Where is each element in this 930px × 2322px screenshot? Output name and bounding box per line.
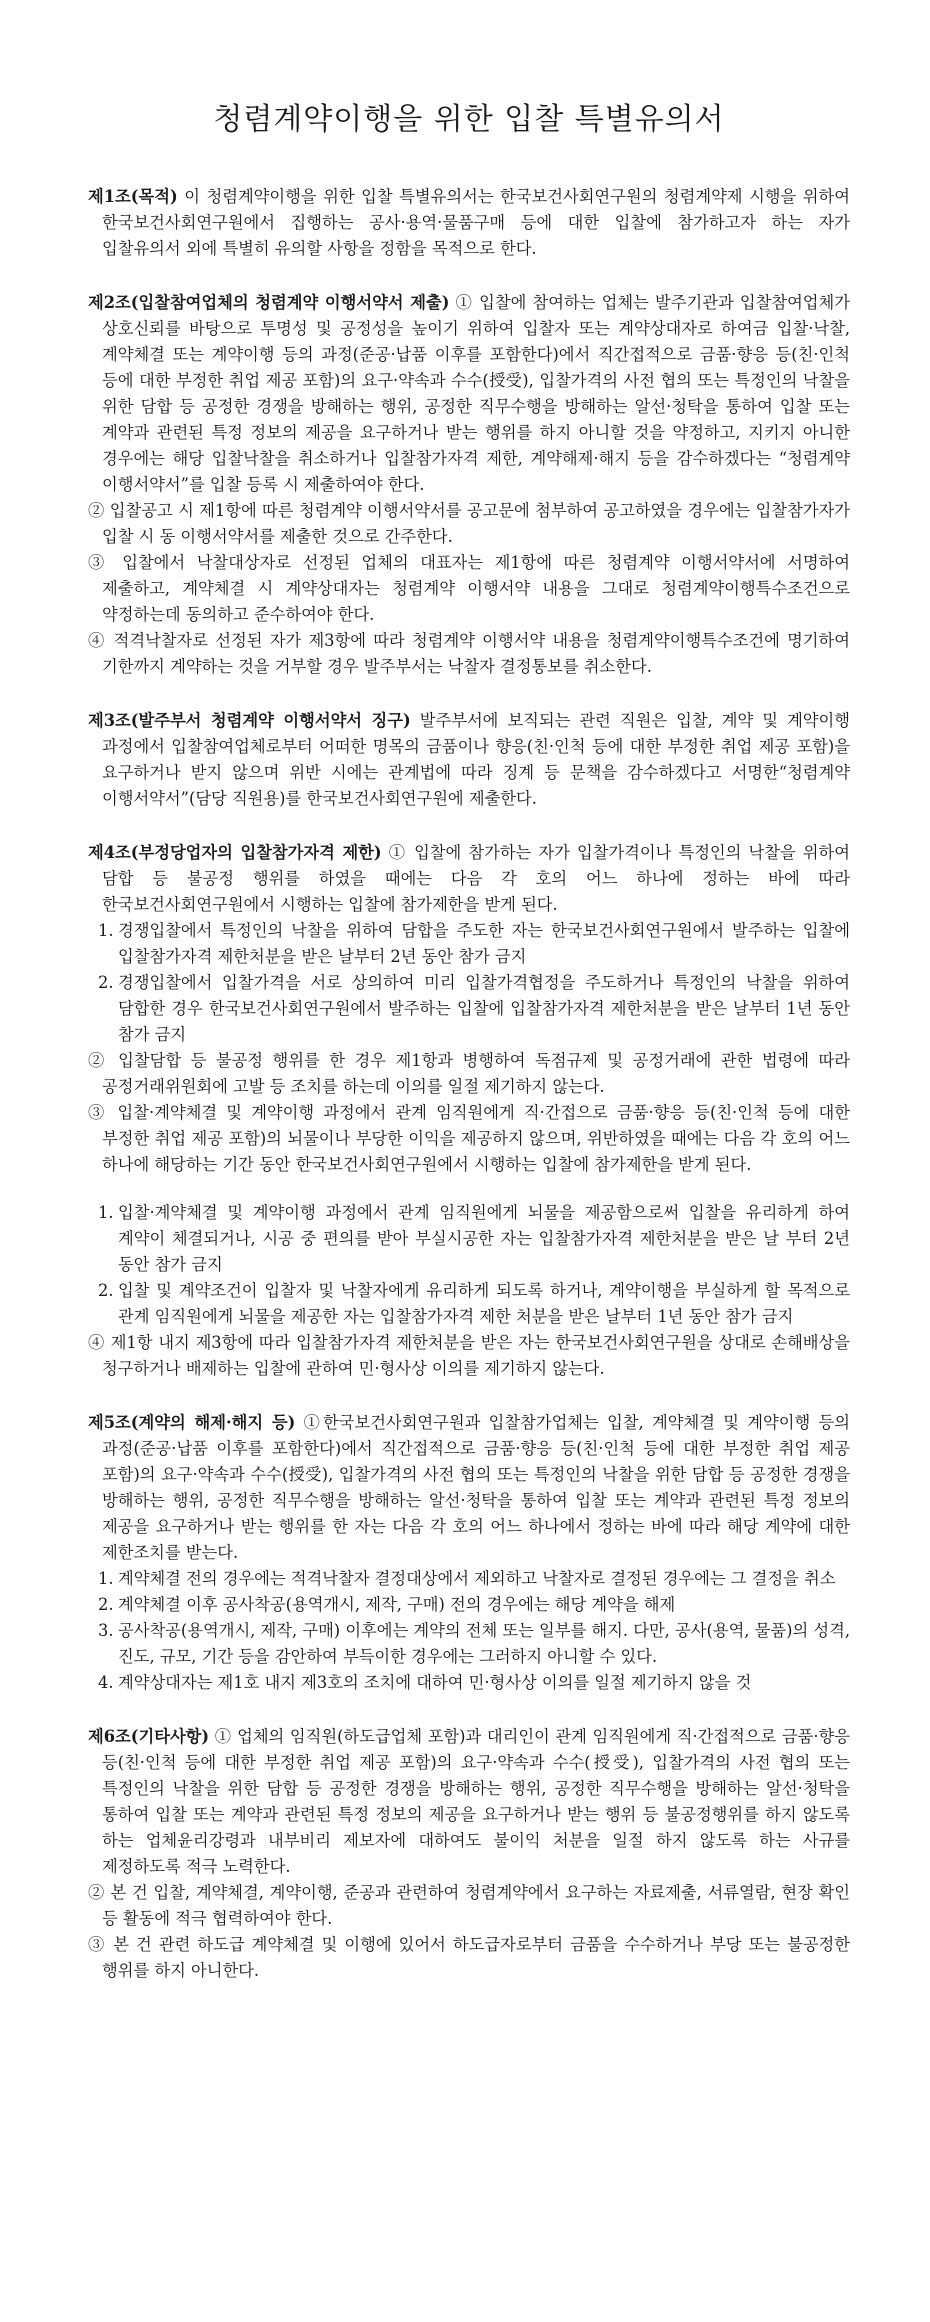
list-item-text: 계약체결 전의 경우에는 적격낙찰자 결정대상에서 제외하고 낙찰자로 결정된 경우에는 그 결정을 취소 [118, 1569, 836, 1588]
article-6 [88, 1724, 850, 1984]
list-item [88, 918, 850, 970]
article-2-para-4: ④ 적격낙찰자로 선정된 자가 제3항에 따라 청렴계약 이행서약 내용을 청렴계약이행특수조건에 명기하여 기한까지 계약하는 것을 거부할 경우 발주부서는 낙찰자 결정통보를 취소한다. [88, 631, 850, 676]
article-5 [88, 1410, 850, 1696]
article-3-text: 발주부서에 보직되는 관련 직원은 입찰, 계약 및 계약이행 과정에서 입찰참여업체로부터 어떠한 명목의 금품이나 향응(친·인척 등에 대한 부정한 취업 제공 포함)을 요구하거나 받지 않으며 위반 시에는 관계법에 따라 징계 등 문책을 감수하겠다고 서명한“청렴계약 이행서약서”(담당 직원용)를 한국보건사회연구원에 제출한다. [102, 711, 850, 808]
spacer [88, 1178, 850, 1200]
list-item [88, 970, 850, 1048]
article-4-list-1 [88, 918, 850, 1048]
article-6-para-3: ③ 본 건 관련 하도급 계약체결 및 이행에 있어서 하도급자로부터 금품을 수수하거나 부당 또는 불공정한 행위를 하지 아니한다. [88, 1935, 850, 1980]
article-4-list-2 [88, 1200, 850, 1330]
list-item-text: 계약체결 이후 공사착공(용역개시, 제작, 구매) 전의 경우에는 해당 계약을 해제 [118, 1595, 676, 1614]
article-1-body [88, 184, 850, 262]
article-6-body [88, 1724, 850, 1880]
article-4-para-1: ① 입찰에 참가하는 자가 입찰가격이나 특정인의 낙찰을 위하여 담합 등 불공정 행위를 하였을 때에는 다음 각 호의 어느 하나에 정하는 바에 따라 한국보건사회연구원에서 시행하는 입찰에 참가제한을 받게 된다. [102, 843, 850, 914]
list-item [88, 1200, 850, 1278]
article-1-text: 이 청렴계약이행을 위한 입찰 특별유의서는 한국보건사회연구원의 청렴계약제 시행을 위하여 한국보건사회연구원에서 집행하는 공사·용역·물품구매 등에 대한 입찰에 참가하고자 하는 자가 입찰유의서 외에 특별히 유의할 사항을 정함을 목적으로 한다. [102, 187, 850, 258]
article-4-para-2: ② 입찰담합 등 불공정 행위를 한 경우 제1항과 병행하여 독점규제 및 공정거래에 관한 법령에 따라 공정거래위원회에 고발 등 조치를 하는데 이의를 일절 제기하지 않는다. [88, 1051, 850, 1096]
list-item-text: 공사착공(용역개시, 제작, 구매) 이후에는 계약의 전체 또는 일부를 해지. 다만, 공사(용역, 물품)의 성격, 진도, 규모, 기간 등을 감안하여 부득이한 경우에는 그러하지 아니할 수 있다. [118, 1621, 850, 1666]
list-item [88, 1592, 850, 1618]
article-1 [88, 184, 850, 262]
article-4 [88, 840, 850, 1382]
list-item [88, 1618, 850, 1670]
article-3-heading: 제3조(발주부서 청렴계약 이행서약서 징구) [88, 711, 411, 730]
list-item-number: 4. [98, 1673, 114, 1692]
article-2-para-3: ③ 입찰에서 낙찰대상자로 선정된 업체의 대표자는 제1항에 따른 청렴계약 이행서약서에 서명하여 제출하고, 계약체결 시 계약상대자는 청렴계약 이행서약 내용을 그대로 청렴계약이행특수조건으로 약정하는데 동의하고 준수하여야 한다. [88, 553, 850, 624]
list-item-text: 계약상대자는 제1호 내지 제3호의 조치에 대하여 민·형사상 이의를 일절 제기하지 않을 것 [118, 1673, 752, 1692]
article-2-heading: 제2조(입찰참여업체의 청렴계약 이행서약서 제출) [88, 293, 450, 312]
list-item [88, 1566, 850, 1592]
list-item-number: 3. [98, 1621, 114, 1640]
article-5-heading: 제5조(계약의 해제·해지 등) [88, 1413, 296, 1432]
list-item-text: 입찰 및 계약조건이 입찰자 및 낙찰자에게 유리하게 되도록 하거나, 계약이행을 부실하게 할 목적으로 관계 임직원에게 뇌물을 제공한 자는 입찰참가자격 제한 처분을 받은 날부터 1년 동안 참가 금지 [118, 1281, 850, 1326]
list-item-number: 2. [98, 1595, 114, 1614]
list-item-number: 1. [98, 1569, 114, 1588]
list-item-number: 1. [98, 1203, 114, 1222]
article-2 [88, 290, 850, 680]
article-1-heading: 제1조(목적) [88, 187, 178, 206]
list-item-text: 경쟁입찰에서 입찰가격을 서로 상의하여 미리 입찰가격협정을 주도하거나 특정인의 낙찰을 위하여 담합한 경우 한국보건사회연구원에서 발주하는 입찰에 입찰참가자격 제한처분을 받은 날부터 1년 동안 참가 금지 [118, 973, 850, 1044]
list-item-number: 2. [98, 973, 114, 992]
article-2-body [88, 290, 850, 498]
article-4-para-4: ④ 제1항 내지 제3항에 따라 입찰참가자격 제한처분을 받은 자는 한국보건사회연구원을 상대로 손해배상을 청구하거나 배제하는 입찰에 관하여 민·형사상 이의를 제기하지 않는다. [88, 1333, 850, 1378]
article-5-body [88, 1410, 850, 1566]
article-5-para-1: ①한국보건사회연구원과 입찰참가업체는 입찰, 계약체결 및 계약이행 등의 과정(준공·납품 이후를 포함한다)에서 직간접적으로 금품·향응 등(친·인척 등에 대한 부정한 취업 제공 포함)의 요구·약속과 수수(授受), 입찰가격의 사전 협의 또는 특정인의 낙찰을 위한 담합 등 공정한 경쟁을 방해하는 행위, 공정한 직무수행을 방해하는 알선·청탁을 통하여 입찰 또는 계약과 관련된 특정 정보의 제공을 요구하거나 받는 행위를 한 자는 다음 각 호의 어느 하나에서 정하는 바에 따라 해당 계약에 대한 제한조치를 받는다. [102, 1413, 850, 1562]
article-6-para-2: ② 본 건 입찰, 계약체결, 계약이행, 준공과 관련하여 청렴계약에서 요구하는 자료제출, 서류열람, 현장 확인 등 활동에 적극 협력하여야 한다. [88, 1883, 850, 1928]
list-item-text: 경쟁입찰에서 특정인의 낙찰을 위하여 담합을 주도한 자는 한국보건사회연구원에서 발주하는 입찰에 입찰참가자격 제한처분을 받은 날부터 2년 동안 참가 금지 [118, 921, 850, 966]
article-4-heading: 제4조(부정당업자의 입찰참가자격 제한) [88, 843, 382, 862]
article-6-heading: 제6조(기타사항) [88, 1727, 210, 1746]
list-item [88, 1278, 850, 1330]
article-2-para-1: ① 입찰에 참여하는 업체는 발주기관과 입찰참여업체가 상호신뢰를 바탕으로 투명성 및 공정성을 높이기 위하여 입찰자 또는 계약상대자로 하여금 입찰·낙찰, 계약체결 또는 계약이행 등의 과정(준공·납품 이후를 포함한다)에서 직간접적으로 금품·향응 등(친·인척 등에 대한 부정한 취업 제공 포함)의 요구·약속과 수수(授受), 입찰가격의 사전 협의 또는 특정인의 낙찰을 위한 담합 등 공정한 경쟁을 방해하는 행위, 공정한 직무수행을 방해하는 알선·청탁을 통하여 입찰 또는 계약과 관련된 특정 정보의 제공을 요구하거나 받는 행위를 하지 아니할 것을 약정하고, 지키지 아니한 경우에는 해당 입찰낙찰을 취소하거나 입찰참가자격 제한, 계약해제·해지 등을 감수하겠다는 “청렴계약 이행서약서”를 입찰 등록 시 제출하여야 한다. [102, 293, 850, 494]
list-item [88, 1670, 850, 1696]
list-item-number: 2. [98, 1281, 114, 1300]
article-4-body [88, 840, 850, 918]
list-item-number: 1. [98, 921, 114, 940]
article-3-body [88, 708, 850, 812]
list-item-text: 입찰·계약체결 및 계약이행 과정에서 관계 임직원에게 뇌물을 제공함으로써 입찰을 유리하게 하여 계약이 체결되거나, 시공 중 편의를 받아 부실시공한 자는 입찰참가자격 제한처분을 받은 날 부터 2년 동안 참가 금지 [118, 1203, 850, 1274]
article-6-para-1: ① 업체의 임직원(하도급업체 포함)과 대리인이 관계 임직원에게 직·간접적으로 금품·향응 등(친·인척 등에 대한 부정한 취업 제공 포함)의 요구·약속과 수수(授受), 입찰가격의 사전 협의 또는 특정인의 낙찰을 위한 담합 등 공정한 경쟁을 방해하는 행위, 공정한 직무수행을 방해하는 알선·청탁을 통하여 입찰 또는 계약과 관련된 특정 정보의 제공을 요구하거나 받는 행위 등 불공정행위를 하지 않도록 하는 업체윤리강령과 내부비리 제보자에 대하여도 불이익 처분을 일절 하지 않도록 하는 사규를 제정하도록 적극 노력한다. [102, 1727, 850, 1876]
article-2-para-2: ② 입찰공고 시 제1항에 따른 청렴계약 이행서약서를 공고문에 첨부하여 공고하였을 경우에는 입찰참가자가 입찰 시 동 이행서약서를 제출한 것으로 간주한다. [88, 501, 850, 546]
article-5-list [88, 1566, 850, 1696]
document-title: 청렴계약이행을 위한 입찰 특별유의서 [213, 102, 725, 137]
article-3 [88, 708, 850, 812]
article-4-para-3: ③ 입찰·계약체결 및 계약이행 과정에서 관계 임직원에게 직·간접으로 금품·향응 등(친·인척 등에 대한 부정한 취업 제공 포함)의 뇌물이나 부당한 이익을 제공하지 않으며, 위반하였을 때에는 다음 각 호의 어느 하나에 해당하는 기간 동안 한국보건사회연구원에서 시행하는 입찰에 참가제한을 받게 된다. [88, 1103, 850, 1174]
